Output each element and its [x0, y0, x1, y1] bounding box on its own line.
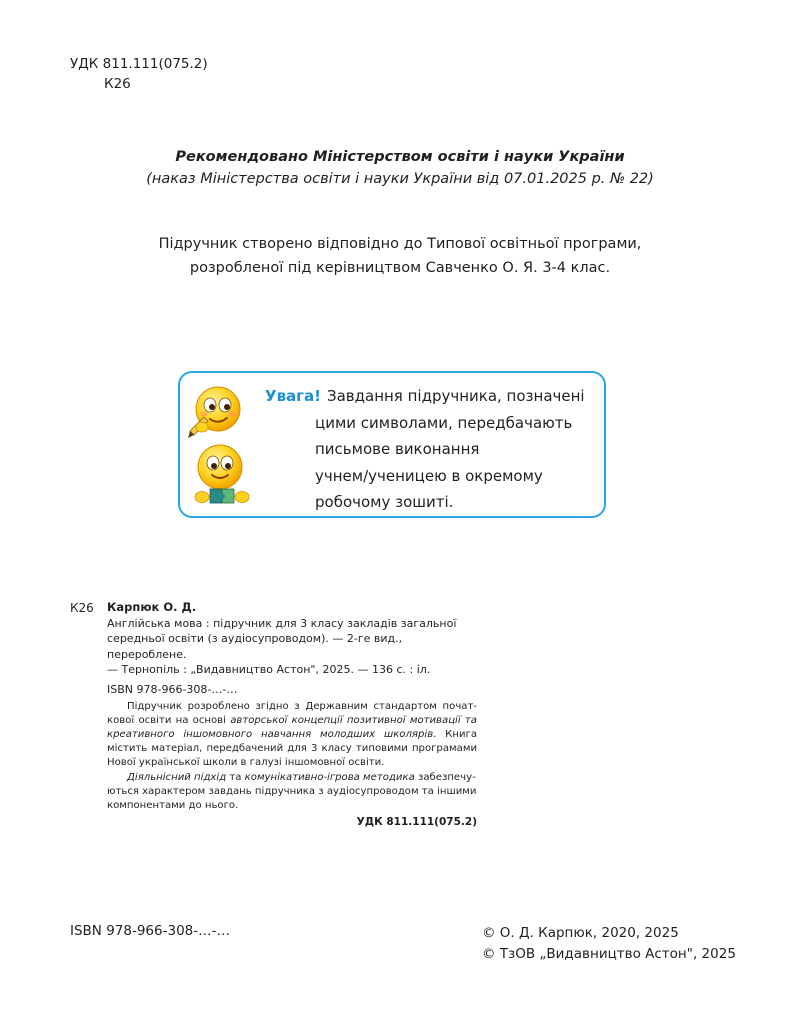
annotation-2-italic-1: Діяльнісний підхід [127, 771, 227, 783]
bibliography-line-3: — Тернопіль : „Видавництво Астон", 2025. — 136 с. : іл. [107, 663, 431, 677]
bibliography-annotation-1 [107, 700, 477, 771]
annotation-2-text-b: забезпечу-ються характером завдань підручника з аудіосупроводом та іншими компонентами до нього. [107, 771, 477, 811]
author-index: К26 [104, 76, 131, 92]
annotation-1-italic: авторської концепції позитивної мотивації та креативного іншомовного навчання молодших школярів [107, 714, 477, 740]
bibliography-annotation-2 [107, 771, 477, 814]
bibliography-author: Карпюк О. Д. [107, 600, 197, 614]
udk-header [70, 54, 208, 94]
notice-label: Увага! [265, 387, 321, 405]
notice-line-5: робочому зошиті. [315, 493, 454, 511]
bibliographic-record [107, 600, 477, 831]
notice-text [265, 383, 595, 516]
annotation-2-italic-2: комунікативно-ігрова методика [244, 771, 415, 783]
bibliography-code: К26 [70, 601, 94, 615]
copyright-author: © О. Д. Карпюк, 2020, 2025 [482, 925, 679, 941]
notice-line-4: учнем/ученицею в окремому [315, 466, 543, 485]
annotation-1-text-a: Підручник розроблено згідно з Державним стандартом почат-кової освіти на основі [107, 700, 477, 726]
footer-isbn: ISBN 978-966-308-…-… [70, 923, 230, 939]
notice-box [178, 371, 606, 518]
copyright-publisher: © ТзОВ „Видавництво Астон", 2025 [482, 946, 736, 962]
smiley-with-puzzle-icon [190, 443, 252, 509]
notice-line-1: Завдання підручника, позначені [326, 387, 585, 405]
notice-first-line [265, 383, 595, 410]
notice-line-3: письмове виконання [315, 440, 480, 458]
bibliography-line-2: середньої освіти (з аудіосупроводом). — 2-ге вид., перероблене. [107, 632, 403, 661]
recommendation-title: Рекомендовано Міністерством освіти і науки України [175, 149, 625, 165]
program-note-line-2: розробленої під керівництвом Савченко О. Я. 3-4 клас. [189, 260, 611, 276]
bibliography-line-1: Англійська мова : підручник для 3 класу закладів загальної [107, 616, 457, 630]
program-note [0, 232, 800, 280]
annotation-2-text-a: та [226, 771, 245, 783]
recommendation-order: (наказ Міністерства освіти і науки України від 07.01.2025 р. № 22) [146, 171, 654, 187]
bibliography-isbn: ISBN 978-966-308-…-… [107, 682, 238, 696]
udk-code: УДК 811.111(075.2) [70, 56, 208, 72]
ministry-recommendation [0, 146, 800, 190]
copyright-block [482, 923, 736, 965]
annotation-1-text-b: . Книга містить матеріал, передбачений для 3 класу типовими програмами Нової української школи в галузі іншомовної освіти. [107, 728, 477, 769]
program-note-line-1: Підручник створено відповідно до Типової освітньої програми, [158, 236, 642, 252]
notice-line-2: цими символами, передбачають [315, 413, 573, 432]
smiley-with-pencil-icon [186, 381, 244, 441]
bibliography-udk: УДК 811.111(075.2) [356, 816, 477, 829]
